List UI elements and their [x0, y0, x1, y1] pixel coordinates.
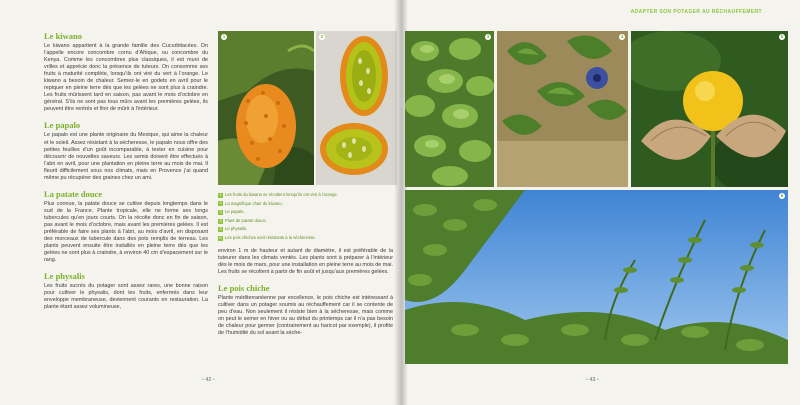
- page-number-left: • 42 •: [202, 377, 215, 383]
- running-head: ADAPTER SON POTAGER AU RÉCHAUFFEMENT: [630, 9, 762, 15]
- section-text-papalo: Le papalo est une plante originaire du Mexique, qui aime la chaleur et le soleil. Assez résistant à la sécheresse, le papalo nous offre des petites feuilles d’un goût incomparable, à tester en cuisine pour découvrir de nouvelles saveurs. Les semis doivent être effectués à l’abri en avril, pour une plantation en pleine terre au mois de mai. Il fleurit difficilement sous nos climats, mais en Provence j’ai quand même pu récupérer des graines chez un ami.: [44, 132, 208, 181]
- photo-kiwano-flesh: [316, 31, 397, 185]
- page-number-right: • 43 •: [586, 377, 599, 383]
- second-text-column: [218, 248, 393, 344]
- physalis-continued-text: environ 1 m de hauteur et autant de diamètre, il est préférable de la tuteurer dans les climats ventés. Les plants sont à préparer à l’intérieur dès le mois de mars, pour une installation en pleine terre au mois de mai. Les fruits se récoltent à partir de fin août et jusqu’aux premières gelées.: [218, 248, 393, 276]
- caption-item: [218, 225, 398, 234]
- caption-text: La magnifique chair du kiwano.: [225, 200, 283, 206]
- caption-item: [218, 200, 398, 209]
- caption-item: [218, 208, 398, 217]
- section-title-patate-douce: La patate douce: [44, 188, 103, 199]
- section-text-physalis: Les fruits sucrés du potager sont assez rares, une bonne raison pour cultiver le physalis, dont les fruits, enfermés dans leur enveloppe membraneuse, deviennent courants en restauration. La plante étant assez volumineuse,: [44, 283, 208, 311]
- caption-text: Les pois chiches sont résistants à la sécheresse.: [225, 234, 316, 240]
- section-title-pois-chiche: Le pois chiche: [218, 283, 270, 294]
- caption-item: [218, 234, 398, 243]
- caption-number: 1: [219, 192, 222, 197]
- caption-item: [218, 191, 398, 200]
- photo-number-1: 1: [222, 34, 226, 39]
- papalo-image: [405, 31, 494, 187]
- photo-sweet-potato: [497, 31, 628, 187]
- caption-number: 3: [219, 209, 222, 214]
- photo-number-5: 5: [780, 34, 784, 39]
- caption-number: 2: [219, 201, 222, 206]
- caption-number: 4: [219, 218, 222, 223]
- caption-text: Les fruits du kiwano se récoltent lorsqu’ils ont viré à l’orange.: [225, 192, 338, 197]
- section-title-physalis: Le physalis: [44, 271, 85, 282]
- section-text-pois-chiche: Plante méditerranéenne par excellence, le pois chiche est intéressant à cultiver dans un potager soumis au réchauffement car il se contente de peu d’eau. Non seulement il résiste bien à la sécheresse, mais comme on peut le semer en hiver ou au début du printemps car il n’a pas besoin de chaleur pour germer (contrairement au haricot par exemple), il profite de l’humidité du sol avant la séche-: [218, 295, 393, 337]
- caption-number: 6: [219, 235, 222, 240]
- kiwano-flesh-image: [316, 31, 397, 185]
- photo-number-6: 6: [780, 193, 784, 198]
- section-text-patate-douce: Plus connue, la patate douce se cultive depuis longtemps dans le sud de la France. Plante tropicale, elle ne forme ses longs tubercules qu’en jours courts. On la récolte donc en fin de saison, pas avant le mois d’octobre, mais avant les premières gelées. Il est préférable de faire ses plants à l’abri, au mois d’avril, en disposant des morceaux de tubercule dans des pots remplis de terreau. Les plants peuvent ensuite être installés en pleine terre dès que les gelées ne sont plus à craindre, à environ 40 cm d’espacement sur le rang.: [44, 200, 208, 264]
- photo-papalo: [405, 31, 494, 187]
- caption-item: [218, 217, 398, 226]
- caption-text: Plant de patate douce.: [225, 217, 267, 223]
- photo-number-3: 3: [486, 34, 490, 39]
- photo-kiwano-fruit: [218, 31, 314, 185]
- caption-text: Le physalis.: [225, 226, 248, 232]
- left-text-column: [44, 31, 208, 318]
- sweet-potato-image: [497, 31, 628, 187]
- chickpea-image: [405, 190, 788, 364]
- caption-text: Le papalo.: [225, 209, 245, 215]
- photo-chickpea: [405, 190, 788, 364]
- section-title-kiwano: Le kiwano: [44, 31, 83, 41]
- photo-number-4: 4: [620, 34, 624, 39]
- section-title-papalo: Le papalo: [44, 120, 81, 131]
- physalis-image: [631, 31, 788, 187]
- photo-captions: [218, 191, 398, 243]
- photo-physalis: [631, 31, 788, 187]
- section-text-kiwano: Le kiwano appartient à la grande famille des Cucurbitacées. On l’appelle encore concombre cornu d’Afrique, ou concombre du Kenya. Comme les concombres plus classiques, il est muni de vrilles et apprécie donc la présence de tuteurs. On consomme ses fruits à maturité complète, lorsqu’ils ont viré du vert à l’orange. Le kiwano a besoin de chaleur. Semez-le en godets en avril pour le repiquer en pleine terre dès que les gelées ne sont plus à craindre. Les fruits mûrissent tard en saison, pas avant le mois d’octobre en général. S’ils ne sont pas tous mûrs avant les premières gelées, ils peuvent être rentrés et finir de mûrir à l’intérieur.: [44, 43, 208, 113]
- photo-number-2: 2: [320, 34, 324, 39]
- kiwano-fruit-image: [218, 31, 314, 185]
- caption-number: 5: [219, 227, 222, 232]
